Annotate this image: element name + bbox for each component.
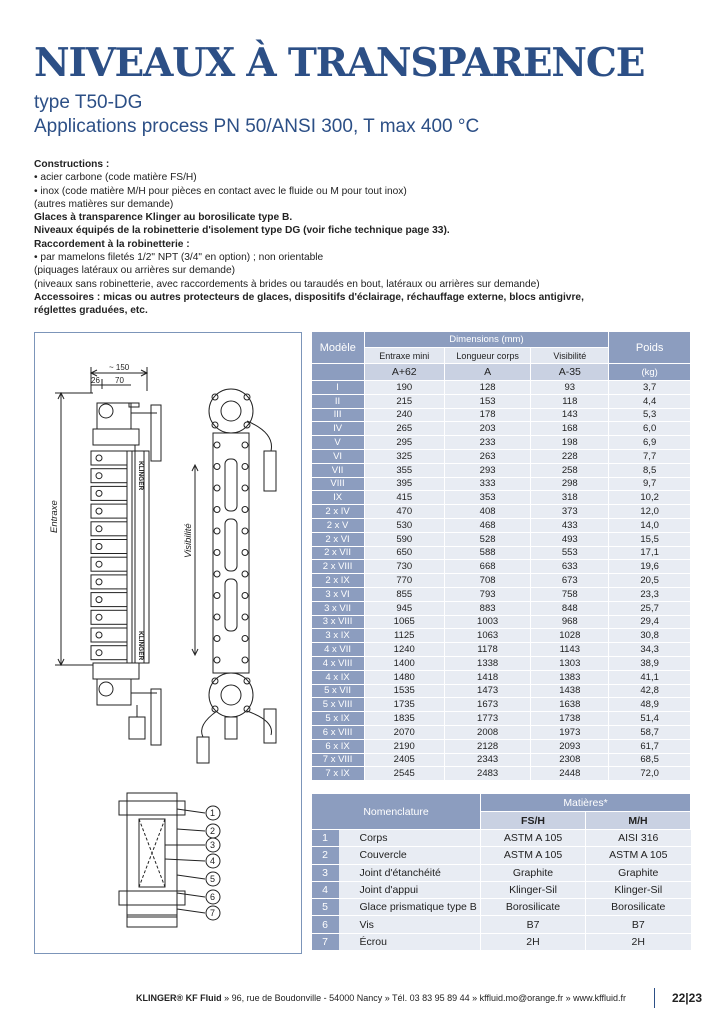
- description-line: (piquages latéraux ou arrières sur demande): [34, 265, 236, 277]
- bolt-head: [242, 657, 248, 663]
- cell-visibilite: 168: [531, 422, 609, 436]
- table-row: [312, 574, 691, 588]
- cell-longueur: 2128: [444, 739, 530, 753]
- table-row: [312, 463, 691, 477]
- cell-visibilite: 143: [531, 408, 609, 422]
- cell-entraxe: 295: [364, 436, 444, 450]
- bolt-head: [96, 544, 102, 550]
- bolt-head: [242, 464, 248, 470]
- cell-poids: 20,5: [609, 574, 691, 588]
- cell-poids: 72,0: [609, 767, 691, 781]
- cell-longueur: 883: [444, 601, 530, 615]
- cell-model: IX: [312, 491, 365, 505]
- cell-entraxe: 415: [364, 491, 444, 505]
- cell-poids: 8,5: [609, 463, 691, 477]
- cell-entraxe: 1065: [364, 615, 444, 629]
- cell-poids: 42,8: [609, 684, 691, 698]
- table-row: [312, 684, 691, 698]
- dim-150: ~ 150: [109, 363, 130, 372]
- cell-model: 2 x VIII: [312, 560, 365, 574]
- cell-entraxe: 265: [364, 422, 444, 436]
- bolt-head: [242, 593, 248, 599]
- cell-entraxe: 1535: [364, 684, 444, 698]
- header-weight-unit: (kg): [609, 364, 691, 381]
- cell-longueur: 468: [444, 518, 530, 532]
- cell-visibilite: 198: [531, 436, 609, 450]
- cell-visibilite: 848: [531, 601, 609, 615]
- bolt-head: [96, 597, 102, 603]
- header-dimensions: Dimensions (mm): [364, 332, 609, 348]
- header-visibilite: Visibilité: [531, 348, 609, 364]
- cell-entraxe: 945: [364, 601, 444, 615]
- cell-visibilite: 1303: [531, 656, 609, 670]
- cell-longueur: 2343: [444, 753, 530, 767]
- cell-longueur: 233: [444, 436, 530, 450]
- cell-visibilite: 1438: [531, 684, 609, 698]
- cell-longueur: 178: [444, 408, 530, 422]
- cell-model: 4 x VIII: [312, 656, 365, 670]
- cell-fs: Graphite: [481, 864, 586, 881]
- cell-poids: 23,3: [609, 587, 691, 601]
- table-row: [312, 933, 691, 950]
- cell-visibilite: 433: [531, 518, 609, 532]
- cell-model: 7 x VIII: [312, 753, 365, 767]
- bolt-head: [214, 507, 220, 513]
- cell-entraxe: 240: [364, 408, 444, 422]
- cell-name: Corps: [339, 830, 481, 847]
- table-row: [312, 408, 691, 422]
- cell-model: 5 x VIII: [312, 698, 365, 712]
- table-row: [312, 830, 691, 847]
- bolt-head: [214, 636, 220, 642]
- cell-poids: 15,5: [609, 532, 691, 546]
- cell-visibilite: 2308: [531, 753, 609, 767]
- dimensions-table: [311, 331, 691, 781]
- cell-poids: 34,3: [609, 643, 691, 657]
- cell-poids: 25,7: [609, 601, 691, 615]
- callout-number: 5: [210, 874, 216, 884]
- cell-poids: 5,3: [609, 408, 691, 422]
- cell-longueur: 1473: [444, 684, 530, 698]
- bolt-head: [214, 464, 220, 470]
- cell-m: Graphite: [586, 864, 691, 881]
- bolt-head: [242, 528, 248, 534]
- bolt-head: [96, 508, 102, 514]
- cell-m: Klinger-Sil: [586, 881, 691, 898]
- table-row: [312, 477, 691, 491]
- cell-entraxe: 855: [364, 587, 444, 601]
- cell-name: Couvercle: [339, 847, 481, 864]
- cell-num: 3: [312, 864, 339, 881]
- bolt-head: [242, 614, 248, 620]
- description-line: Glaces à transparence Klinger au borosilicate type B.: [34, 212, 293, 224]
- cell-poids: 17,1: [609, 546, 691, 560]
- bolt-head: [242, 442, 248, 448]
- cell-entraxe: 190: [364, 381, 444, 395]
- cell-model: VIII: [312, 477, 365, 491]
- description-line: réglettes graduées, etc.: [34, 305, 148, 317]
- cell-longueur: 1773: [444, 712, 530, 726]
- cell-poids: 48,9: [609, 698, 691, 712]
- cell-visibilite: 93: [531, 381, 609, 395]
- table-row: [312, 753, 691, 767]
- cell-num: 4: [312, 881, 339, 898]
- cell-entraxe: 1835: [364, 712, 444, 726]
- table-row: [312, 629, 691, 643]
- cell-visibilite: 228: [531, 449, 609, 463]
- cell-visibilite: 673: [531, 574, 609, 588]
- table-row: [312, 670, 691, 684]
- cell-model: 7 x IX: [312, 767, 365, 781]
- cell-longueur: 1418: [444, 670, 530, 684]
- cell-visibilite: 1143: [531, 643, 609, 657]
- bolt-head: [242, 636, 248, 642]
- cell-fs: 2H: [481, 933, 586, 950]
- table-row: [312, 491, 691, 505]
- label-visibilite: Visibilité: [183, 523, 194, 558]
- header-nomenclature: Nomenclature: [312, 794, 481, 830]
- callout-number: 4: [210, 856, 216, 866]
- cell-visibilite: 968: [531, 615, 609, 629]
- table-row: [312, 546, 691, 560]
- code-longueur: A: [444, 364, 530, 381]
- cell-model: 5 x VII: [312, 684, 365, 698]
- page-number: 22|23: [671, 991, 702, 1005]
- bolt-head: [96, 490, 102, 496]
- cell-m: 2H: [586, 933, 691, 950]
- cell-model: 3 x VI: [312, 587, 365, 601]
- cell-model: IV: [312, 422, 365, 436]
- technical-drawing: [34, 332, 302, 954]
- bolt-head: [214, 657, 220, 663]
- cell-entraxe: 355: [364, 463, 444, 477]
- header-model: Modèle: [312, 332, 365, 364]
- cell-model: VI: [312, 449, 365, 463]
- table-row: [312, 505, 691, 519]
- table-row: [312, 916, 691, 933]
- table-row: [312, 899, 691, 916]
- cell-num: 1: [312, 830, 339, 847]
- cell-entraxe: 1240: [364, 643, 444, 657]
- cell-num: 2: [312, 847, 339, 864]
- cell-visibilite: 318: [531, 491, 609, 505]
- table-row: [312, 643, 691, 657]
- cell-poids: 3,7: [609, 381, 691, 395]
- table-row: [312, 739, 691, 753]
- label-entraxe: Entraxe: [49, 500, 60, 533]
- table-row: [312, 615, 691, 629]
- cell-longueur: 128: [444, 381, 530, 395]
- cell-model: 5 x IX: [312, 712, 365, 726]
- cell-poids: 41,1: [609, 670, 691, 684]
- cell-model: 3 x IX: [312, 629, 365, 643]
- cell-longueur: 588: [444, 546, 530, 560]
- cell-longueur: 1063: [444, 629, 530, 643]
- description-line: Constructions :: [34, 159, 110, 170]
- cell-poids: 7,7: [609, 449, 691, 463]
- bolt-head: [214, 550, 220, 556]
- cell-longueur: 263: [444, 449, 530, 463]
- table-row: [312, 449, 691, 463]
- cell-visibilite: 633: [531, 560, 609, 574]
- footer-address: » 96, rue de Boudonville - 54000 Nancy » Tél. 03 83 95 89 44 » kffluid.mo@orange.fr » www.kffluid.fr: [221, 993, 626, 1003]
- table-row: [312, 864, 691, 881]
- cell-poids: 6,9: [609, 436, 691, 450]
- header-m: M/H: [586, 812, 691, 830]
- bolt-head: [242, 485, 248, 491]
- cell-model: 2 x VI: [312, 532, 365, 546]
- cell-poids: 30,8: [609, 629, 691, 643]
- table-row: [312, 881, 691, 898]
- cell-longueur: 293: [444, 463, 530, 477]
- description-line: Raccordement à la robinetterie :: [34, 238, 190, 250]
- cell-longueur: 1338: [444, 656, 530, 670]
- cell-visibilite: 298: [531, 477, 609, 491]
- cell-entraxe: 1735: [364, 698, 444, 712]
- description-line: • par mamelons filetés 1/2" NPT (3/4" en option) ; non orientable: [34, 252, 324, 264]
- bolt-head: [96, 561, 102, 567]
- cell-longueur: 1673: [444, 698, 530, 712]
- cell-poids: 68,5: [609, 753, 691, 767]
- cell-poids: 51,4: [609, 712, 691, 726]
- cell-poids: 38,9: [609, 656, 691, 670]
- cell-poids: 19,6: [609, 560, 691, 574]
- cell-model: 2 x VII: [312, 546, 365, 560]
- table-row: [312, 436, 691, 450]
- product-type: type T50-DG: [34, 92, 143, 113]
- cell-model: 6 x VIII: [312, 725, 365, 739]
- cell-poids: 10,2: [609, 491, 691, 505]
- cell-model: III: [312, 408, 365, 422]
- cell-longueur: 528: [444, 532, 530, 546]
- cell-model: 3 x VII: [312, 601, 365, 615]
- header-fs: FS/H: [481, 812, 586, 830]
- dim-26: 26: [91, 376, 100, 385]
- cell-num: 6: [312, 916, 339, 933]
- bolt-head: [214, 571, 220, 577]
- cell-model: VII: [312, 463, 365, 477]
- table-row: [312, 847, 691, 864]
- cell-model: 4 x IX: [312, 670, 365, 684]
- cell-fs: Borosilicate: [481, 899, 586, 916]
- cell-model: II: [312, 394, 365, 408]
- bolt-head: [214, 593, 220, 599]
- cell-model: 2 x V: [312, 518, 365, 532]
- cell-longueur: 1178: [444, 643, 530, 657]
- dim-70: 70: [115, 376, 124, 385]
- cell-poids: 61,7: [609, 739, 691, 753]
- table-row: [312, 698, 691, 712]
- cell-entraxe: 325: [364, 449, 444, 463]
- footer-divider: [654, 988, 655, 1008]
- bolt-head: [96, 632, 102, 638]
- cell-poids: 6,0: [609, 422, 691, 436]
- cell-longueur: 708: [444, 574, 530, 588]
- cell-fs: ASTM A 105: [481, 830, 586, 847]
- bolt-head: [96, 526, 102, 532]
- cell-entraxe: 2070: [364, 725, 444, 739]
- callout-number: 6: [210, 892, 216, 902]
- cell-visibilite: 258: [531, 463, 609, 477]
- table-row: [312, 656, 691, 670]
- cell-poids: 4,4: [609, 394, 691, 408]
- callout-number: 7: [210, 908, 216, 918]
- callout-number: 2: [210, 826, 216, 836]
- description-line: (niveaux sans robinetterie, avec raccordements à brides ou taraudés en bout, latéraux ou arrières sur demande): [34, 278, 540, 290]
- footer-brand: KLINGER® KF Fluid: [135, 993, 222, 1003]
- cell-model: I: [312, 381, 365, 395]
- page-title: NIVEAUX À TRANSPARENCE: [34, 40, 645, 86]
- cell-longueur: 203: [444, 422, 530, 436]
- cell-longueur: 1003: [444, 615, 530, 629]
- brand-mark-top: KLINGER: [137, 461, 144, 491]
- table-row: [312, 601, 691, 615]
- cell-m: ASTM A 105: [586, 847, 691, 864]
- cell-entraxe: 215: [364, 394, 444, 408]
- cell-visibilite: 1383: [531, 670, 609, 684]
- cell-visibilite: 758: [531, 587, 609, 601]
- cell-visibilite: 118: [531, 394, 609, 408]
- bolt-head: [96, 473, 102, 479]
- cell-entraxe: 2190: [364, 739, 444, 753]
- cell-poids: 29,4: [609, 615, 691, 629]
- cell-visibilite: 1973: [531, 725, 609, 739]
- cell-visibilite: 1028: [531, 629, 609, 643]
- table-row: [312, 381, 691, 395]
- description-line: Accessoires : micas ou autres protecteurs de glaces, dispositifs d'éclairage, réchauffage externe, blocs antigivre,: [34, 291, 584, 303]
- bolt-head: [214, 485, 220, 491]
- bolt-head: [242, 550, 248, 556]
- header-longueur: Longueur corps: [444, 348, 530, 364]
- bolt-head: [214, 528, 220, 534]
- cell-m: AISI 316: [586, 830, 691, 847]
- cell-poids: 14,0: [609, 518, 691, 532]
- cell-longueur: 668: [444, 560, 530, 574]
- table-row: [312, 560, 691, 574]
- cell-poids: 9,7: [609, 477, 691, 491]
- cell-visibilite: 2093: [531, 739, 609, 753]
- cell-entraxe: 730: [364, 560, 444, 574]
- description-line: • acier carbone (code matière FS/H): [34, 172, 197, 184]
- brand-mark-bottom: KLINGER: [137, 631, 144, 661]
- product-application: Applications process PN 50/ANSI 300, T max 400 °C: [34, 116, 480, 137]
- cell-visibilite: 373: [531, 505, 609, 519]
- cell-visibilite: 1638: [531, 698, 609, 712]
- header-entraxe: Entraxe mini: [364, 348, 444, 364]
- cell-poids: 12,0: [609, 505, 691, 519]
- cell-m: B7: [586, 916, 691, 933]
- code-visibilite: A-35: [531, 364, 609, 381]
- cell-entraxe: 1400: [364, 656, 444, 670]
- bolt-head: [214, 614, 220, 620]
- callout-number: 3: [210, 840, 216, 850]
- bolt-head: [242, 507, 248, 513]
- cell-model: V: [312, 436, 365, 450]
- cell-m: Borosilicate: [586, 899, 691, 916]
- bolt-head: [96, 650, 102, 656]
- cell-entraxe: 770: [364, 574, 444, 588]
- cell-entraxe: 650: [364, 546, 444, 560]
- cell-fs: ASTM A 105: [481, 847, 586, 864]
- cell-visibilite: 493: [531, 532, 609, 546]
- cell-entraxe: 530: [364, 518, 444, 532]
- table-row: [312, 422, 691, 436]
- table-row: [312, 587, 691, 601]
- cell-poids: 58,7: [609, 725, 691, 739]
- cell-entraxe: 590: [364, 532, 444, 546]
- cell-longueur: 793: [444, 587, 530, 601]
- cell-visibilite: 2448: [531, 767, 609, 781]
- cell-longueur: 353: [444, 491, 530, 505]
- cell-longueur: 2008: [444, 725, 530, 739]
- technical-drawing-svg: [35, 333, 301, 953]
- cell-fs: B7: [481, 916, 586, 933]
- bolt-head: [96, 455, 102, 461]
- cell-entraxe: 2405: [364, 753, 444, 767]
- cell-num: 5: [312, 899, 339, 916]
- cell-name: Joint d'étanchéité: [339, 864, 481, 881]
- cell-longueur: 408: [444, 505, 530, 519]
- cell-model: 2 x IV: [312, 505, 365, 519]
- description-line: • inox (code matière M/H pour pièces en contact avec le fluide ou M pour tout inox): [34, 185, 407, 197]
- description-line: Niveaux équipés de la robinetterie d'isolement type DG (voir fiche technique page 33).: [34, 225, 450, 237]
- cell-entraxe: 2545: [364, 767, 444, 781]
- callout-number: 1: [210, 808, 216, 818]
- header-materials: Matières*: [481, 794, 691, 812]
- table-row: [312, 532, 691, 546]
- footer-contact: [136, 993, 626, 1003]
- cell-model: 6 x IX: [312, 739, 365, 753]
- table-row: [312, 712, 691, 726]
- cell-model: 4 x VII: [312, 643, 365, 657]
- footer: [0, 992, 724, 1006]
- bolt-head: [214, 442, 220, 448]
- cell-num: 7: [312, 933, 339, 950]
- cell-entraxe: 1125: [364, 629, 444, 643]
- cell-fs: Klinger-Sil: [481, 881, 586, 898]
- code-entraxe: A+62: [364, 364, 444, 381]
- table-row: [312, 518, 691, 532]
- table-row: [312, 767, 691, 781]
- cell-name: Joint d'appui: [339, 881, 481, 898]
- cell-name: Glace prismatique type B: [339, 899, 481, 916]
- table-row: [312, 725, 691, 739]
- cell-model: 2 x IX: [312, 574, 365, 588]
- nomenclature-table: [311, 793, 691, 951]
- cell-visibilite: 1738: [531, 712, 609, 726]
- bolt-head: [96, 579, 102, 585]
- cell-entraxe: 395: [364, 477, 444, 491]
- cell-entraxe: 470: [364, 505, 444, 519]
- description-block: [34, 158, 634, 318]
- cell-entraxe: 1480: [364, 670, 444, 684]
- cell-longueur: 153: [444, 394, 530, 408]
- cell-model: 3 x VIII: [312, 615, 365, 629]
- cell-name: Vis: [339, 916, 481, 933]
- bolt-head: [242, 571, 248, 577]
- cell-longueur: 2483: [444, 767, 530, 781]
- description-line: (autres matières sur demande): [34, 198, 174, 210]
- cell-longueur: 333: [444, 477, 530, 491]
- cell-visibilite: 553: [531, 546, 609, 560]
- header-weight: Poids: [609, 332, 691, 364]
- bolt-head: [96, 614, 102, 620]
- table-row: [312, 394, 691, 408]
- cell-name: Écrou: [339, 933, 481, 950]
